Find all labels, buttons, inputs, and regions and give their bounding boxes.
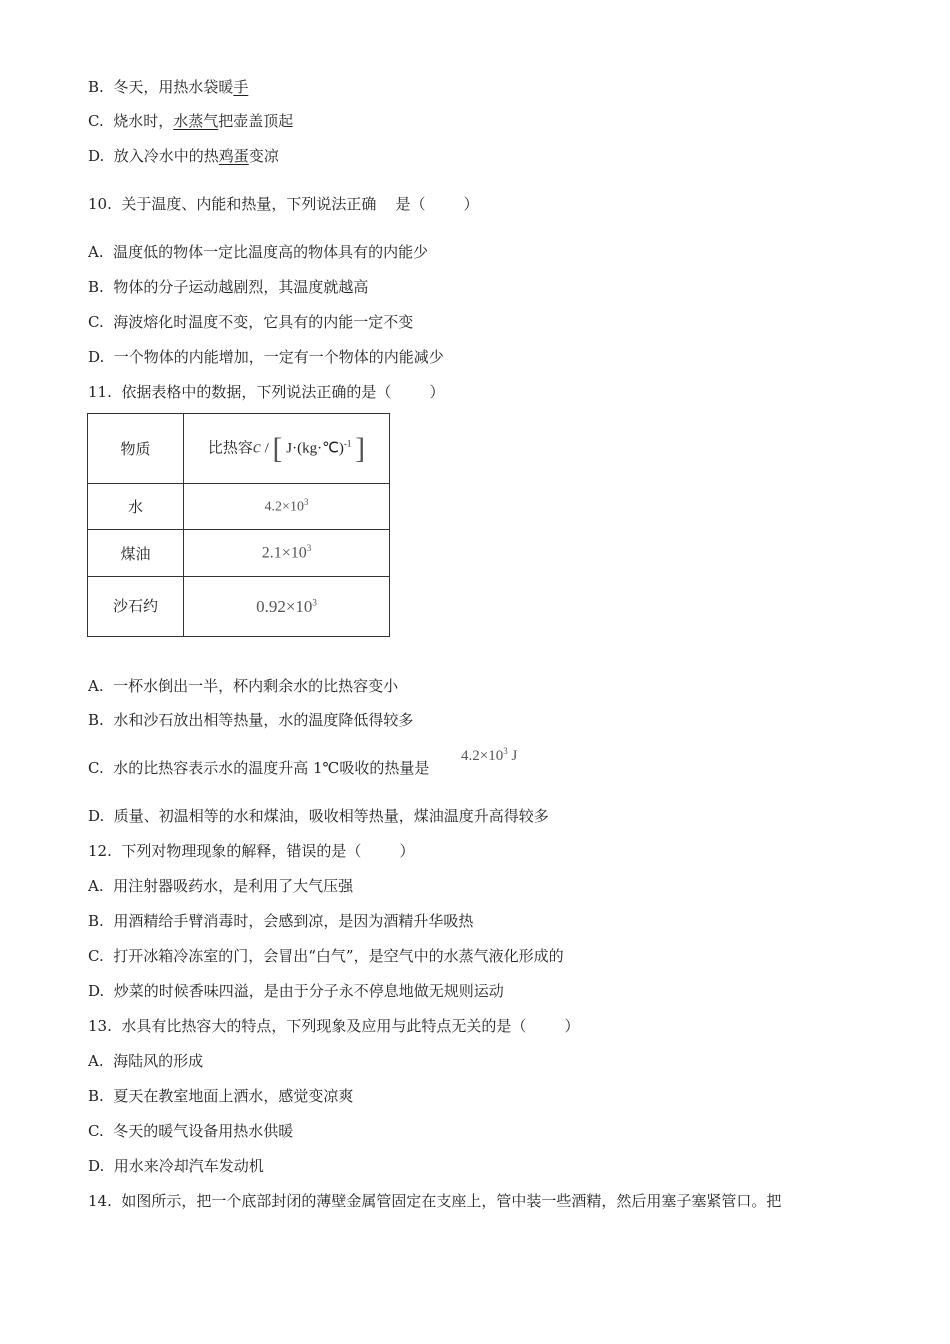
- q11-stem: 11. 依据表格中的数据，下列说法正确的是（ ）: [88, 383, 445, 401]
- q9-option-d: D. 放入冷水中的热鸡蛋变凉: [88, 147, 279, 165]
- q12-stem: 12. 下列对物理现象的解释，错误的是（ ）: [88, 842, 415, 860]
- q10-option-c: C. 海波熔化时温度不变，它具有的内能一定不变: [88, 313, 414, 331]
- q12-option-a: A. 用注射器吸药水，是利用了大气压强: [88, 877, 354, 895]
- q9-option-b: B. 冬天，用热水袋暖手: [88, 78, 249, 96]
- row-name: 煤油: [88, 530, 184, 577]
- row-value: $4.2\times 10^3$: [184, 484, 390, 530]
- q13-option-b: B. 夏天在教室地面上洒水，感觉变凉爽: [88, 1087, 354, 1105]
- q13-stem: 13. 水具有比热容大的特点，下列现象及应用与此特点无关的是（ ）: [88, 1017, 580, 1035]
- q12-option-b: B. 用酒精给手臂消毒时，会感到凉，是因为酒精升华吸热: [88, 912, 474, 930]
- q14-stem: 14. 如图所示，把一个底部封闭的薄壁金属管固定在支座上，管中装一些酒精，然后用塞子塞紧管口。把: [88, 1192, 782, 1210]
- q10-option-b: B. 物体的分子运动越剧烈，其温度就越高: [88, 278, 369, 296]
- q13-option-a: A. 海陆风的形成: [88, 1052, 204, 1070]
- row-name: 沙石约: [88, 577, 184, 637]
- q11-option-c-formula: $4.2\times 10^3$ J: [461, 746, 518, 764]
- q11-option-c: C. 水的比热容表示水的温度升高 1℃吸收的热量是: [88, 759, 430, 777]
- q11-option-a: A. 一杯水倒出一半，杯内剩余水的比热容变小: [88, 677, 399, 695]
- q12-option-d: D. 炒菜的时候香味四溢，是由于分子永不停息地做无规则运动: [88, 982, 504, 1000]
- header-substance: 物质: [88, 414, 184, 484]
- row-value: $2.1\times 10^3$: [184, 530, 390, 577]
- row-value: $0.92\times 10^3$: [184, 577, 390, 637]
- q10-option-a: A. 温度低的物体一定比温度高的物体具有的内能少: [88, 243, 429, 261]
- q11-option-d: D. 质量、初温相等的水和煤油，吸收相等热量，煤油温度升高得较多: [88, 807, 549, 825]
- row-name: 水: [88, 484, 184, 530]
- q12-option-c: C. 打开冰箱冷冻室的门，会冒出“白气”，是空气中的水蒸气液化形成的: [88, 947, 564, 965]
- specific-heat-table: [87, 413, 390, 637]
- header-specific-heat: 比热容c / [ J·(kg·℃)$^{-1}$ ]: [184, 414, 390, 484]
- q11-option-b: B. 水和沙石放出相等热量，水的温度降低得较多: [88, 711, 414, 729]
- q13-option-c: C. 冬天的暖气设备用热水供暖: [88, 1122, 294, 1140]
- q13-option-d: D. 用水来冷却汽车发动机: [88, 1157, 264, 1175]
- q10-stem: 10. 关于温度、内能和热量，下列说法正确 是（ ）: [88, 195, 479, 213]
- q9-option-c: C. 烧水时，水蒸气把壶盖顶起: [88, 112, 294, 130]
- q10-option-d: D. 一个物体的内能增加，一定有一个物体的内能减少: [88, 348, 444, 366]
